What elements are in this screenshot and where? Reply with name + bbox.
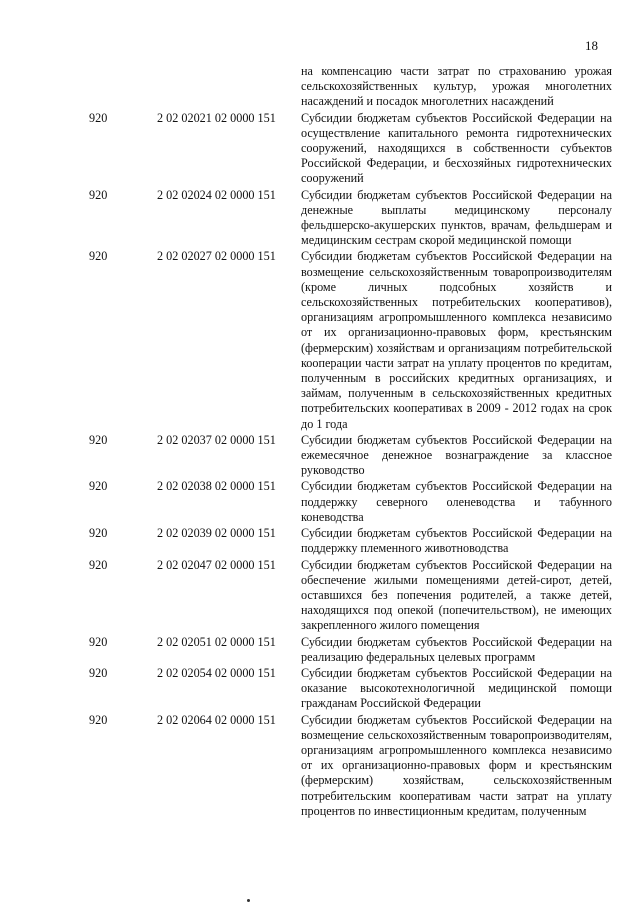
table-row <box>0 188 640 249</box>
table-row <box>0 111 640 187</box>
admin-code-cell: 920 <box>89 432 108 447</box>
admin-code-cell: 920 <box>89 557 108 572</box>
description-cell: Субсидии бюджетам субъектов Российской Федерации на поддержку северного оленеводства и табунного коневодства <box>301 479 612 524</box>
budget-classification-code-cell: 2 02 02037 02 0000 151 <box>157 432 276 447</box>
description-cell: Субсидии бюджетам субъектов Российской Федерации на поддержку племенного животноводства <box>301 526 612 556</box>
table-row <box>0 433 640 479</box>
budget-classification-code-cell: 2 02 02064 02 0000 151 <box>157 712 276 727</box>
admin-code-cell: 920 <box>89 479 108 494</box>
admin-code-cell: 920 <box>89 526 108 541</box>
budget-classification-code-cell: 2 02 02054 02 0000 151 <box>157 665 276 680</box>
budget-classification-code-cell: 2 02 02027 02 0000 151 <box>157 249 276 264</box>
admin-code-cell: 920 <box>89 634 108 649</box>
table-row <box>0 64 640 110</box>
page-number: 18 <box>585 38 598 53</box>
admin-code-cell: 920 <box>89 187 108 202</box>
description-cell: Субсидии бюджетам субъектов Российской Федерации на ежемесячное денежное вознаграждение за классное руководство <box>301 432 612 478</box>
admin-code-cell: 920 <box>89 249 108 264</box>
budget-classification-code-cell: 2 02 02024 02 0000 151 <box>157 187 276 202</box>
description-cell: на компенсацию части затрат по страхованию урожая сельскохозяйственных культур, урожая многолетних насаждений и посадок многолетних насаждений <box>301 64 612 109</box>
table-row <box>0 479 640 525</box>
admin-code-cell: 920 <box>89 665 108 680</box>
table-row <box>0 526 640 556</box>
admin-code-cell: 920 <box>89 110 108 125</box>
budget-classification-code-cell: 2 02 02021 02 0000 151 <box>157 110 276 125</box>
budget-classification-code-cell: 2 02 02039 02 0000 151 <box>157 526 276 541</box>
description-cell: Субсидии бюджетам субъектов Российской Федерации на возмещение сельскохозяйственным товаропроизводителям, организациям агропромышленного комплекса независимо от их организационно-правовых форм и крестьянским (фермерским) хозяйствам, сельскохозяйственным потребительским кооперативам части затрат на уплату процентов по инвестиционным кредитам, полученным <box>301 712 612 818</box>
budget-classification-code-cell: 2 02 02051 02 0000 151 <box>157 634 276 649</box>
description-cell: Субсидии бюджетам субъектов Российской Федерации на реализацию федеральных целевых программ <box>301 634 612 664</box>
table-row <box>0 558 640 634</box>
description-cell: Субсидии бюджетам субъектов Российской Федерации на денежные выплаты медицинскому персоналу фельдшерско-акушерских пунктов, врачам, фельдшерам и медицинским сестрам скорой медицинской помощи <box>301 187 612 248</box>
budget-classification-code-cell: 2 02 02047 02 0000 151 <box>157 557 276 572</box>
budget-classification-code-cell: 2 02 02038 02 0000 151 <box>157 479 276 494</box>
table-row <box>0 713 640 819</box>
description-cell: Субсидии бюджетам субъектов Российской Федерации на осуществление капитального ремонта гидротехнических сооружений, находящихся в собственности субъектов Российской Федерации, и бесхозяйных гидротехнических сооружений <box>301 110 612 186</box>
description-cell: Субсидии бюджетам субъектов Российской Федерации на оказание высокотехнологичной медицинской помощи гражданам Российской Федерации <box>301 665 612 711</box>
budget-codes-table <box>0 64 640 820</box>
table-row <box>0 666 640 712</box>
admin-code-cell: 920 <box>89 712 108 727</box>
table-row <box>0 249 640 431</box>
table-row <box>0 635 640 665</box>
scan-dot-mark <box>247 899 250 902</box>
description-cell: Субсидии бюджетам субъектов Российской Федерации на обеспечение жилыми помещениями детей-сирот, детей, оставшихся без попечения родителей, а также детей, находящихся под опекой (попечительством), не имеющих закрепленного жилого помещения <box>301 557 612 633</box>
description-cell: Субсидии бюджетам субъектов Российской Федерации на возмещение сельскохозяйственным товаропроизводителям (кроме личных подсобных хозяйств и сельскохозяйственных потребительских кооперативов), организациям агропромышленного комплекса независимо от их организационно-правовых форм, крестьянским (фермерским) хозяйствам и организациям потребительской кооперации части затрат на уплату процентов по кредитам, полученным в российских кредитных организациях, и займам, полученным в сельскохозяйственных кредитных потребительских кооперативах в 2009 - 2012 годах на срок до 1 года <box>301 249 612 431</box>
